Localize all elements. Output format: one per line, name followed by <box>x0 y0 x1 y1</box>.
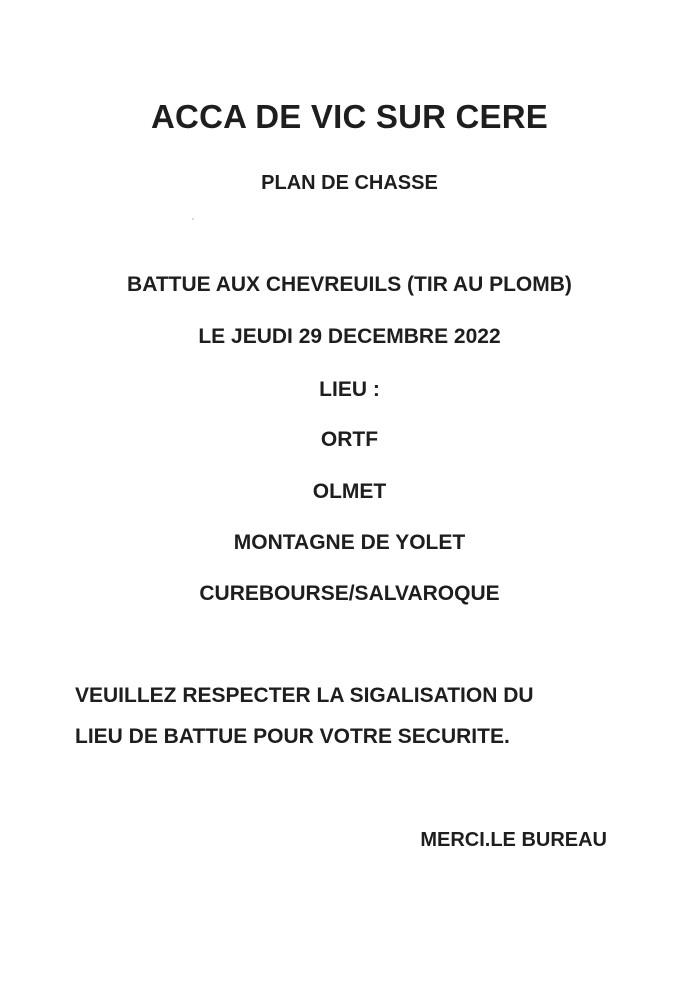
place-item: ORTF <box>320 428 379 451</box>
event-name: BATTUE AUX CHEVREUILS (TIR AU PLOMB) <box>127 273 572 296</box>
event-date: LE JEUDI 29 DECEMBRE 2022 <box>198 325 501 348</box>
signature: MERCI.LE BUREAU <box>420 829 607 851</box>
page-title: ACCA DE VIC SUR CERE <box>151 98 548 135</box>
safety-notice-line-2: LIEU DE BATTUE POUR VOTRE SECURITE. <box>75 725 510 748</box>
place-item: CUREBOURSE/SALVAROQUE <box>199 582 500 605</box>
place-label: LIEU : <box>319 378 380 401</box>
safety-notice-line-1: VEUILLEZ RESPECTER LA SIGALISATION DU <box>75 684 534 707</box>
place-item: MONTAGNE DE YOLET <box>233 531 466 554</box>
page-subtitle: PLAN DE CHASSE <box>261 172 438 194</box>
place-item: OLMET <box>312 480 387 503</box>
scan-speck <box>192 218 194 220</box>
